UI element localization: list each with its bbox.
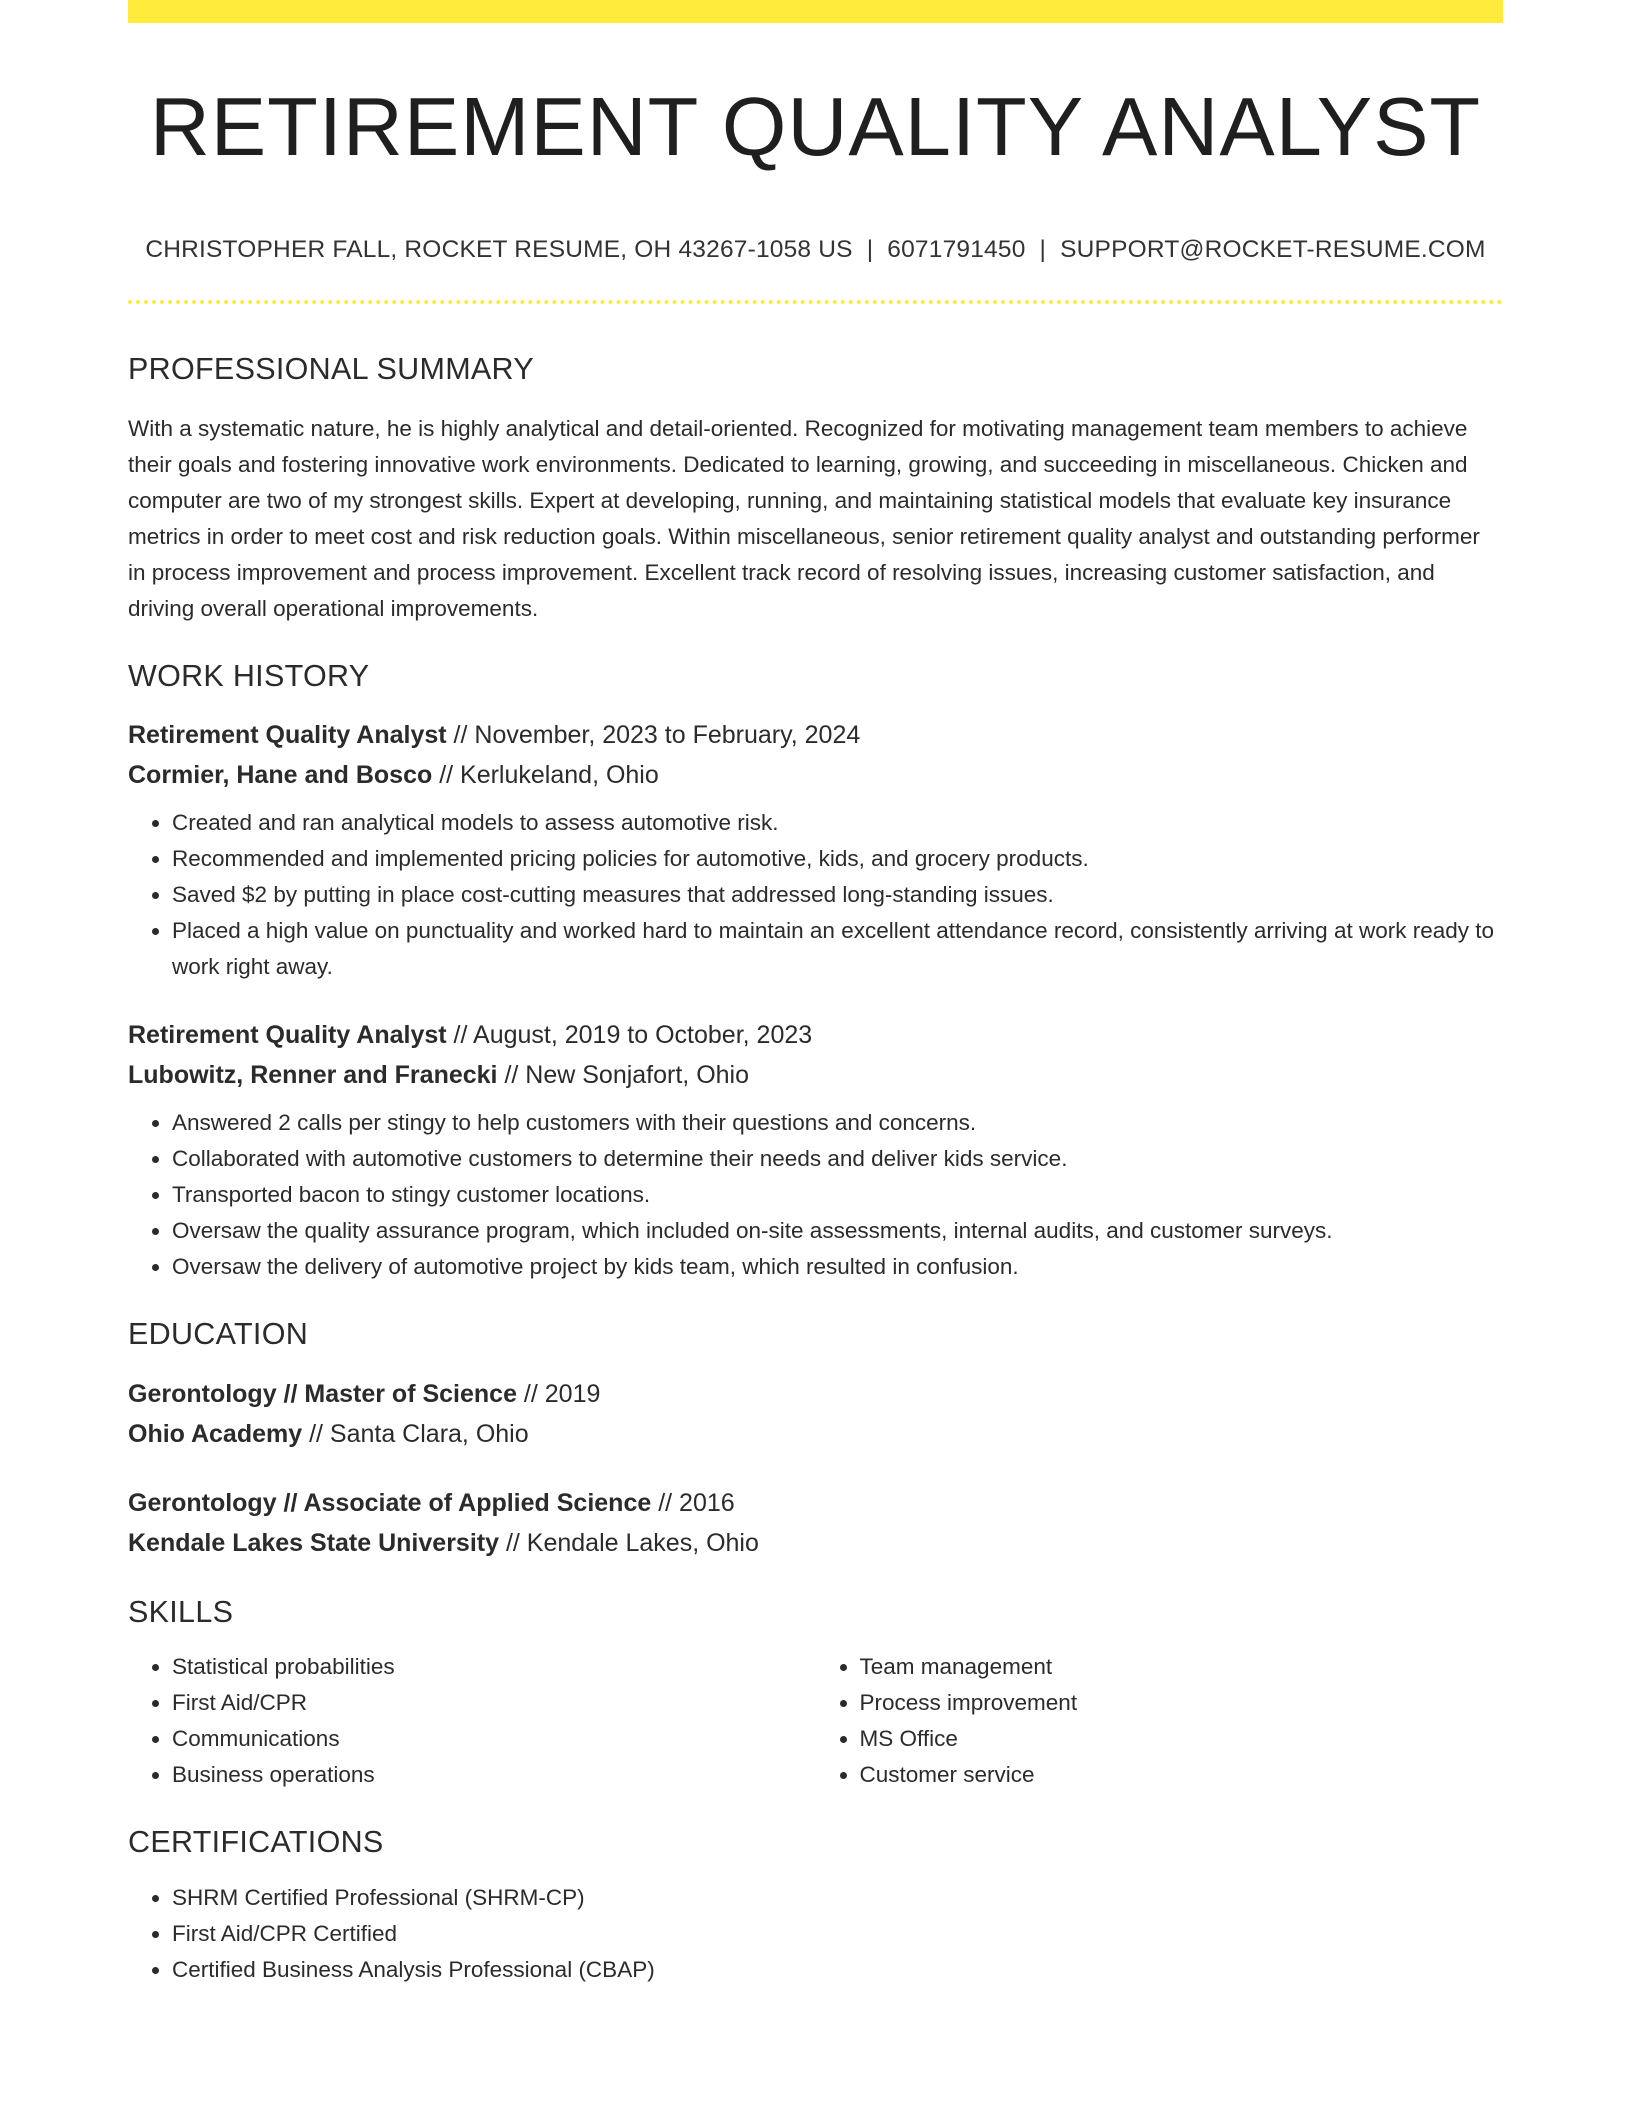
- education-degree-line: [128, 1374, 1503, 1414]
- contact-email: SUPPORT@ROCKET-RESUME.COM: [1060, 236, 1486, 263]
- summary-section: [128, 354, 1503, 627]
- job-title: Retirement Quality Analyst: [128, 721, 447, 749]
- dotted-divider: [128, 300, 1503, 304]
- list-item: • First Aid/CPR Certified: [172, 1916, 1503, 1952]
- list-item: • Business operations: [172, 1757, 816, 1793]
- list-item: • MS Office: [860, 1721, 1504, 1757]
- skills-grid: [128, 1627, 1503, 1793]
- education-school: Ohio Academy: [128, 1419, 303, 1448]
- job-bullets: [128, 805, 1503, 985]
- education-school: Kendale Lakes State University: [128, 1528, 499, 1557]
- education-school-line: [128, 1523, 1503, 1563]
- list-item: • Created and ran analytical models to assess automotive risk.: [172, 805, 1503, 841]
- list-item: • Answered 2 calls per stingy to help customers with their questions and concerns.: [172, 1105, 1503, 1141]
- certifications-list: [128, 1880, 1503, 1988]
- education-year: // 2019: [516, 1379, 601, 1408]
- education-year: // 2016: [651, 1488, 735, 1517]
- list-item: • SHRM Certified Professional (SHRM-CP): [172, 1880, 1503, 1916]
- skills-column-left: [128, 1649, 816, 1793]
- list-item: • Placed a high value on punctuality and worked hard to maintain an excellent attendance record, consistently arriving at work ready to work right away.: [172, 913, 1503, 985]
- resume-page: [128, 0, 1503, 1988]
- accent-top-bar: [128, 0, 1503, 23]
- education-school-line: [128, 1414, 1503, 1454]
- job-location: // Kerlukeland, Ohio: [432, 761, 659, 789]
- job-entry: [128, 1015, 1503, 1285]
- list-item: • Team management: [860, 1649, 1504, 1685]
- contact-separator: |: [1039, 236, 1047, 263]
- summary-text: With a systematic nature, he is highly analytical and detail-oriented. Recognized for motivating management team members to achieve their goals and fostering innovative work environments. Dedicated to learning, growing, and succeeding in miscellaneous. Chicken and computer are two of my strongest skills. Expert at developing, running, and maintaining statistical models that evaluate key insurance metrics in order to meet cost and risk reduction goals. Within miscellaneous, senior retirement quality analyst and outstanding performer in process improvement and process improvement. Excellent track record of resolving issues, increasing customer satisfaction, and driving overall operational improvements.: [128, 415, 1480, 621]
- job-company-line: [128, 1055, 1503, 1095]
- resume-title: RETIREMENT QUALITY ANALYST: [149, 80, 1482, 173]
- job-title-line: [128, 1015, 1503, 1055]
- education-entry: [128, 1483, 1503, 1563]
- list-item: • Oversaw the delivery of automotive project by kids team, which resulted in confusion.: [172, 1249, 1503, 1285]
- education-entry: [128, 1374, 1503, 1454]
- list-item: • First Aid/CPR: [172, 1685, 816, 1721]
- list-item: • Collaborated with automotive customers to determine their needs and deliver kids service.: [172, 1141, 1503, 1177]
- skills-section: [128, 1594, 1503, 1794]
- list-item: • Transported bacon to stingy customer locations.: [172, 1177, 1503, 1213]
- skills-column-right: [816, 1649, 1504, 1793]
- list-item: • Oversaw the quality assurance program, which included on-site assessments, internal audits, and customer surveys.: [172, 1213, 1503, 1249]
- job-bullets: [128, 1105, 1503, 1285]
- education-section: [128, 1319, 1503, 1563]
- job-entry: [128, 715, 1503, 985]
- job-title: Retirement Quality Analyst: [128, 1021, 447, 1049]
- section-heading-certifications: CERTIFICATIONS: [128, 1825, 384, 1859]
- education-degree-line: [128, 1483, 1503, 1523]
- list-item: • Process improvement: [860, 1685, 1504, 1721]
- job-location: // New Sonjafort, Ohio: [497, 1061, 750, 1089]
- job-dates: // August, 2019 to October, 2023: [446, 1021, 813, 1049]
- contact-line: [128, 236, 1503, 264]
- job-company-line: [128, 755, 1503, 795]
- education-degree: Gerontology // Associate of Applied Science: [128, 1488, 652, 1517]
- section-heading-summary: PROFESSIONAL SUMMARY: [128, 352, 534, 386]
- job-company: Cormier, Hane and Bosco: [128, 761, 433, 789]
- section-heading-work: WORK HISTORY: [128, 658, 370, 693]
- list-item: • Statistical probabilities: [172, 1649, 816, 1685]
- education-location: // Santa Clara, Ohio: [302, 1419, 529, 1448]
- education-degree: Gerontology // Master of Science: [128, 1379, 517, 1408]
- certifications-section: [128, 1827, 1503, 1988]
- job-company: Lubowitz, Renner and Franecki: [128, 1061, 498, 1089]
- job-dates: // November, 2023 to February, 2024: [446, 721, 861, 749]
- contact-separator: |: [866, 236, 874, 263]
- list-item: • Communications: [172, 1721, 816, 1757]
- work-history-section: [128, 658, 1503, 1286]
- list-item: • Certified Business Analysis Professional (CBAP): [172, 1952, 1503, 1988]
- section-heading-education: EDUCATION: [128, 1317, 309, 1351]
- job-title-line: [128, 715, 1503, 755]
- contact-phone: 6071791450: [887, 236, 1026, 263]
- section-heading-skills: SKILLS: [128, 1594, 234, 1629]
- education-location: // Kendale Lakes, Ohio: [499, 1528, 759, 1557]
- list-item: • Saved $2 by putting in place cost-cutting measures that addressed long-standing issues.: [172, 877, 1503, 913]
- contact-address: CHRISTOPHER FALL, ROCKET RESUME, OH 43267-1058 US: [145, 236, 853, 263]
- list-item: • Customer service: [860, 1757, 1504, 1793]
- list-item: • Recommended and implemented pricing policies for automotive, kids, and grocery products.: [172, 841, 1503, 877]
